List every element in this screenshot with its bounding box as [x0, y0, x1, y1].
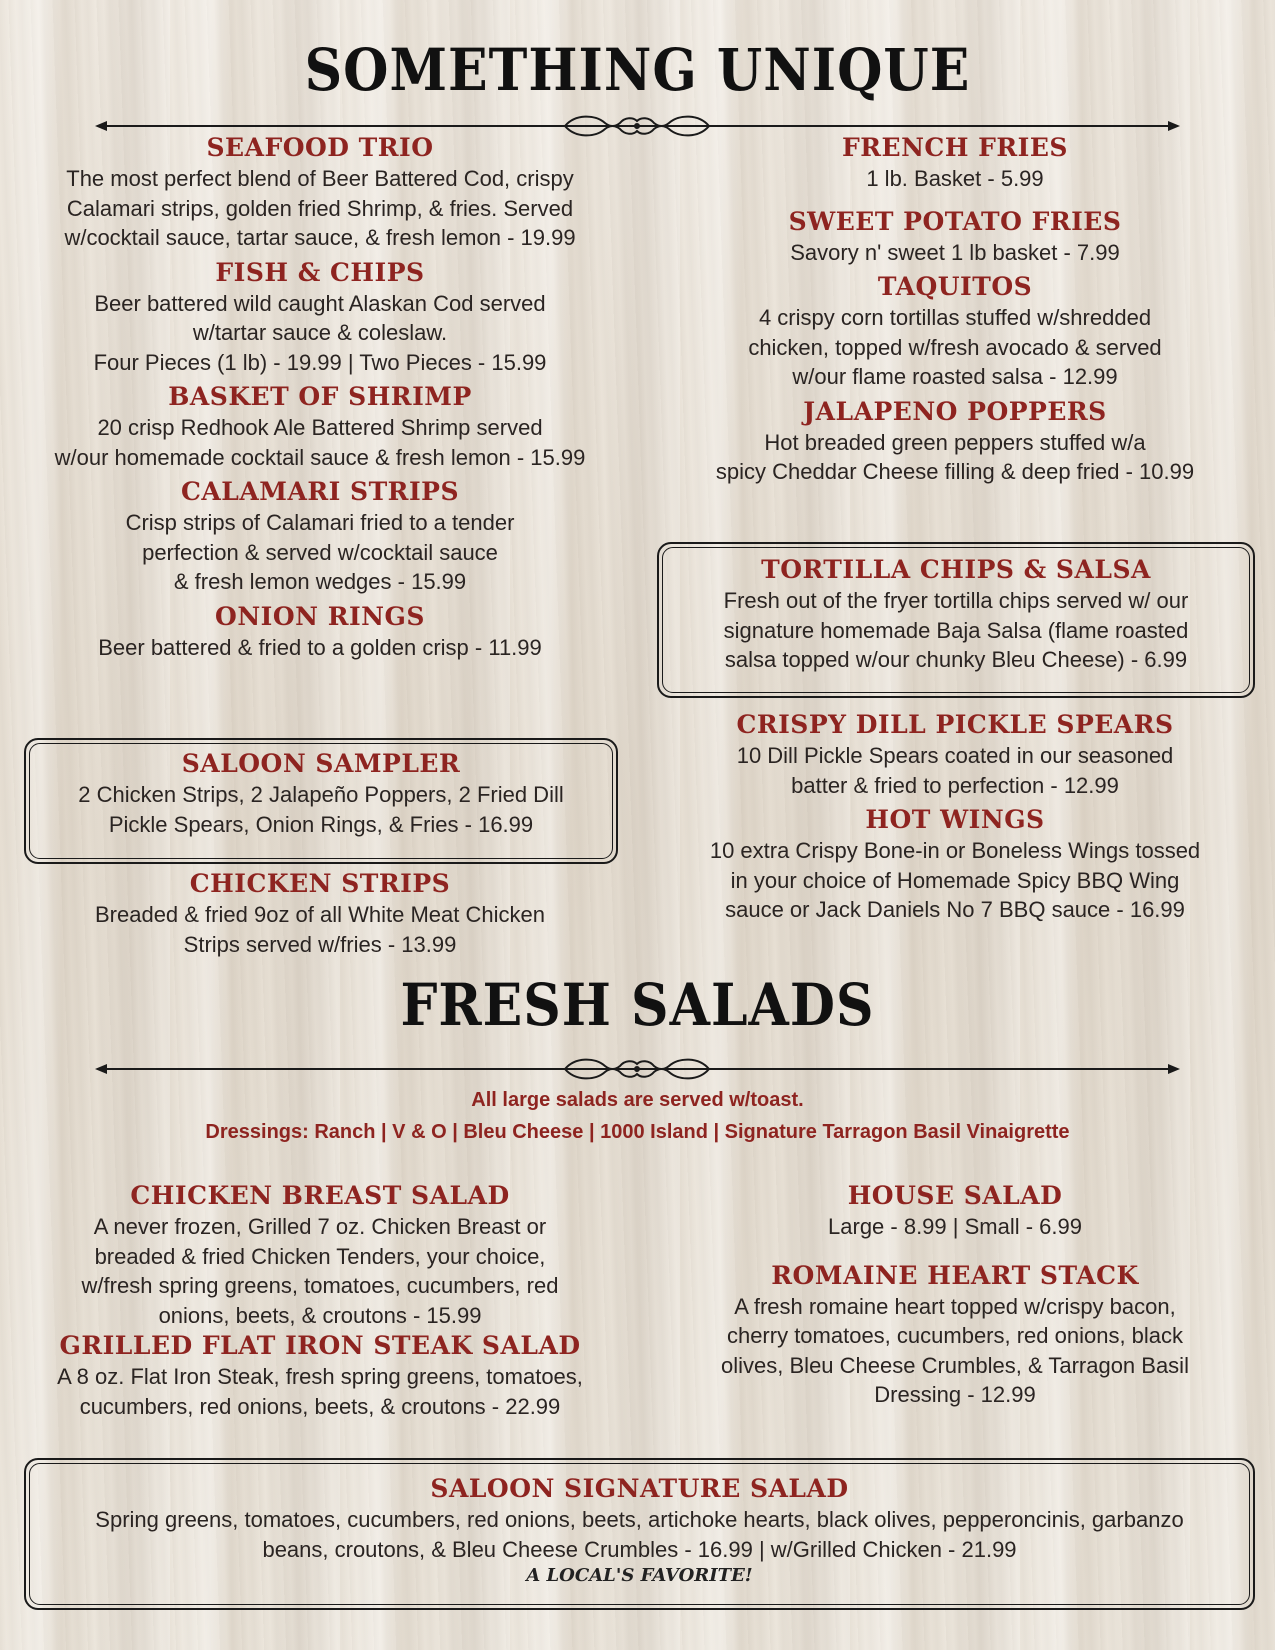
salads-left-column: [20, 1180, 620, 1425]
saloon-signature-salad-box: [24, 1458, 1255, 1610]
item-description: The most perfect blend of Beer Battered Cod, crispy Calamari strips, golden fried Shrimp, & fries. Served w/cocktail sauce, tartar sauce, & fresh lemon - 19.99: [64, 166, 576, 250]
item-name: ROMAINE HEART STACK: [771, 1260, 1139, 1290]
item-name: CHICKEN BREAST SALAD: [130, 1181, 510, 1210]
item-description: Beer battered wild caught Alaskan Cod served w/tartar sauce & coleslaw. Four Pieces (1 lb) - 19.99 | Two Pieces - 15.99: [93, 290, 547, 375]
item-description: Beer battered & fried to a golden crisp - 11.99: [98, 634, 542, 660]
item-name: HOUSE SALAD: [847, 1181, 1063, 1210]
menu-item-french-fries: [655, 132, 1255, 194]
ornamental-divider: [95, 1054, 1180, 1084]
saloon-sampler-box: [24, 738, 618, 864]
tortilla-chips-box: [657, 542, 1255, 698]
menu-item-jalapeno-poppers: [655, 396, 1255, 487]
item-description: 4 crispy corn tortillas stuffed w/shredded chicken, topped w/fresh avocado & served w/our flame roasted salsa - 12.99: [748, 305, 1162, 389]
menu-item-grilled-flat-iron-steak-salad: [20, 1330, 620, 1421]
menu-item-house-salad: [655, 1180, 1255, 1242]
menu-item-crispy-dill-pickle-spears: [655, 709, 1255, 800]
item-name: TAQUITOS: [877, 272, 1033, 301]
salads-dressings-note: Dressings: Ranch | V & O | Bleu Cheese | 1000 Island | Signature Tarragon Basil Vinaigrette: [205, 1121, 1070, 1143]
item-name: HOT WINGS: [865, 805, 1045, 834]
item-description: A fresh romaine heart topped w/crispy bacon, cherry tomatoes, cucumbers, red onions, black olives, Bleu Cheese Crumbles, & Tarragon Basil Dressing - 12.99: [721, 1293, 1189, 1407]
item-description: Hot breaded green peppers stuffed w/a spicy Cheddar Cheese filling & deep fried - 10.99: [715, 429, 1195, 484]
item-name: SALOON SIGNATURE SALAD: [430, 1474, 849, 1503]
item-name: TORTILLA CHIPS & SALSA: [761, 555, 1151, 584]
item-description: A 8 oz. Flat Iron Steak, fresh spring greens, tomatoes, cucumbers, red onions, beets, & croutons - 22.99: [57, 1364, 583, 1419]
item-name: SWEET POTATO FRIES: [788, 206, 1122, 236]
item-name: BASKET OF SHRIMP: [168, 382, 472, 411]
menu-item-onion-rings: [20, 601, 620, 663]
menu-item-taquitos: [655, 271, 1255, 392]
item-name: CALAMARI STRIPS: [181, 477, 459, 506]
menu-item-calamari-strips: [20, 476, 620, 597]
menu-item-hot-wings: [655, 804, 1255, 925]
item-description: 2 Chicken Strips, 2 Jalapeño Poppers, 2 Fried Dill Pickle Spears, Onion Rings, & Fries - 16.99: [78, 782, 564, 837]
unique-right-column: [655, 132, 1255, 491]
item-description: 1 lb. Basket - 5.99: [866, 166, 1044, 191]
menu-item-sweet-potato-fries: [655, 206, 1255, 268]
item-name: SALOON SAMPLER: [181, 749, 461, 778]
item-description: 10 extra Crispy Bone-in or Boneless Wings tossed in your choice of Homemade Spicy BBQ Wing sauce or Jack Daniels No 7 BBQ sauce - 16.99: [709, 838, 1201, 922]
salads-right-column: [655, 1180, 1255, 1414]
item-description: Large - 8.99 | Small - 6.99: [828, 1214, 1082, 1239]
item-description: 10 Dill Pickle Spears coated in our seasoned batter & fried to perfection - 12.99: [736, 743, 1174, 798]
item-description: Fresh out of the fryer tortilla chips served w/ our signature homemade Baja Salsa (flame roasted salsa topped w/our chunky Bleu Cheese) - 6.99: [723, 588, 1189, 672]
item-name: FISH & CHIPS: [215, 257, 425, 287]
item-description: Breaded & fried 9oz of all White Meat Chicken Strips served w/fries - 13.99: [94, 902, 545, 957]
item-name: CRISPY DILL PICKLE SPEARS: [736, 710, 1174, 739]
item-name: CHICKEN STRIPS: [189, 869, 451, 898]
menu-item-basket-of-shrimp: [20, 381, 620, 472]
item-description: 20 crisp Redhook Ale Battered Shrimp served w/our homemade cocktail sauce & fresh lemon - 15.99: [54, 415, 586, 470]
menu-item-chicken-strips: [20, 868, 620, 959]
item-description: Crisp strips of Calamari fried to a tender perfection & served w/cocktail sauce & fresh lemon wedges - 15.99: [125, 510, 515, 594]
item-description: Savory n' sweet 1 lb basket - 7.99: [790, 239, 1120, 265]
unique-left-column: [20, 132, 620, 666]
unique-right-lower-column: [655, 709, 1255, 929]
item-name: ONION RINGS: [215, 601, 425, 631]
menu-item-fish-chips: [20, 257, 620, 378]
locals-favorite-tag: A LOCAL'S FAVORITE!: [526, 1565, 753, 1586]
item-description: Spring greens, tomatoes, cucumbers, red onions, beets, artichoke hearts, black olives, pepperoncinis, garbanzo beans, croutons, & Bleu Cheese Crumbles - 16.99 | w/Grilled Chicken - 21.99: [95, 1507, 1184, 1562]
menu-item-chicken-breast-salad: [20, 1180, 620, 1330]
item-name: JALAPENO POPPERS: [803, 396, 1107, 426]
section-title-fresh-salads: FRESH SALADS: [400, 971, 875, 1040]
item-name: FRENCH FRIES: [842, 133, 1068, 162]
item-name: GRILLED FLAT IRON STEAK SALAD: [59, 1331, 581, 1360]
item-description: A never frozen, Grilled 7 oz. Chicken Breast or breaded & fried Chicken Tenders, your choice, w/fresh spring greens, tomatoes, cucumbers, red onions, beets, & croutons - 15.99: [81, 1214, 559, 1328]
salads-toast-note: All large salads are served w/toast.: [471, 1089, 804, 1111]
menu-item-seafood-trio: [20, 132, 620, 253]
menu-item-romaine-heart-stack: [655, 1260, 1255, 1410]
item-name: SEAFOOD TRIO: [206, 133, 434, 162]
section-title-something-unique: SOMETHING UNIQUE: [304, 36, 971, 105]
